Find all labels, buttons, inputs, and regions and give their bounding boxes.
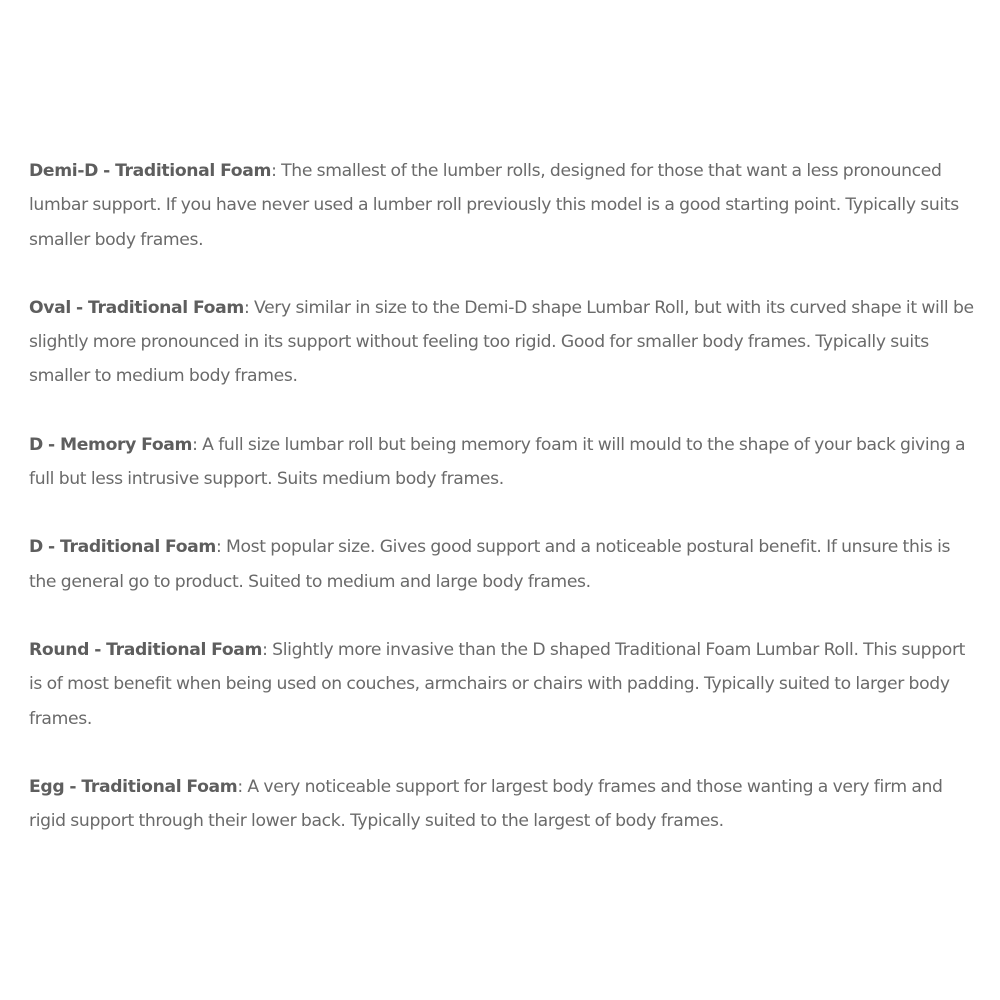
product-name: Demi-D - Traditional Foam	[29, 161, 272, 181]
product-entry-egg	[29, 770, 974, 839]
product-name: Egg - Traditional Foam	[29, 776, 238, 797]
product-description: : Slightly more invasive than the D shaped Traditional Foam Lumbar Roll. This support is of most benefit when being used on couches, armchairs or chairs with padding. Typically suited to larger body frames.	[29, 639, 966, 729]
product-description: : The smallest of the lumber rolls, designed for those that want a less pronounced lumbar support. If you have never used a lumber roll previously this model is a good starting point. Typically suits smaller body frames.	[29, 161, 959, 250]
product-entry-round	[29, 633, 974, 736]
product-entry-d-memory	[29, 428, 974, 497]
product-description: : A very noticeable support for largest body frames and those wanting a very firm and rigid support through their lower back. Typically suited to the largest of body frames.	[29, 776, 943, 832]
product-name: Round - Traditional Foam	[29, 639, 263, 660]
product-description: : A full size lumbar roll but being memory foam it will mould to the shape of your back giving a full but less intrusive support. Suits medium body frames.	[29, 434, 966, 490]
product-name: Oval - Traditional Foam	[29, 297, 244, 318]
product-name: D - Traditional Foam	[29, 537, 216, 558]
product-description-list	[29, 154, 974, 838]
product-description: : Very similar in size to the Demi-D shape Lumbar Roll, but with its curved shape it will be slightly more pronounced in its support without feeling too rigid. Good for smaller body frames. Typically suits smaller to medium body frames.	[29, 297, 974, 387]
product-description: : Most popular size. Gives good support and a noticeable postural benefit. If unsure this is the general go to product. Suited to medium and large body frames.	[29, 537, 951, 592]
product-entry-oval	[29, 291, 974, 394]
product-entry-demi-d	[29, 154, 974, 257]
product-name: D - Memory Foam	[29, 434, 193, 455]
product-entry-d-traditional	[29, 530, 974, 599]
